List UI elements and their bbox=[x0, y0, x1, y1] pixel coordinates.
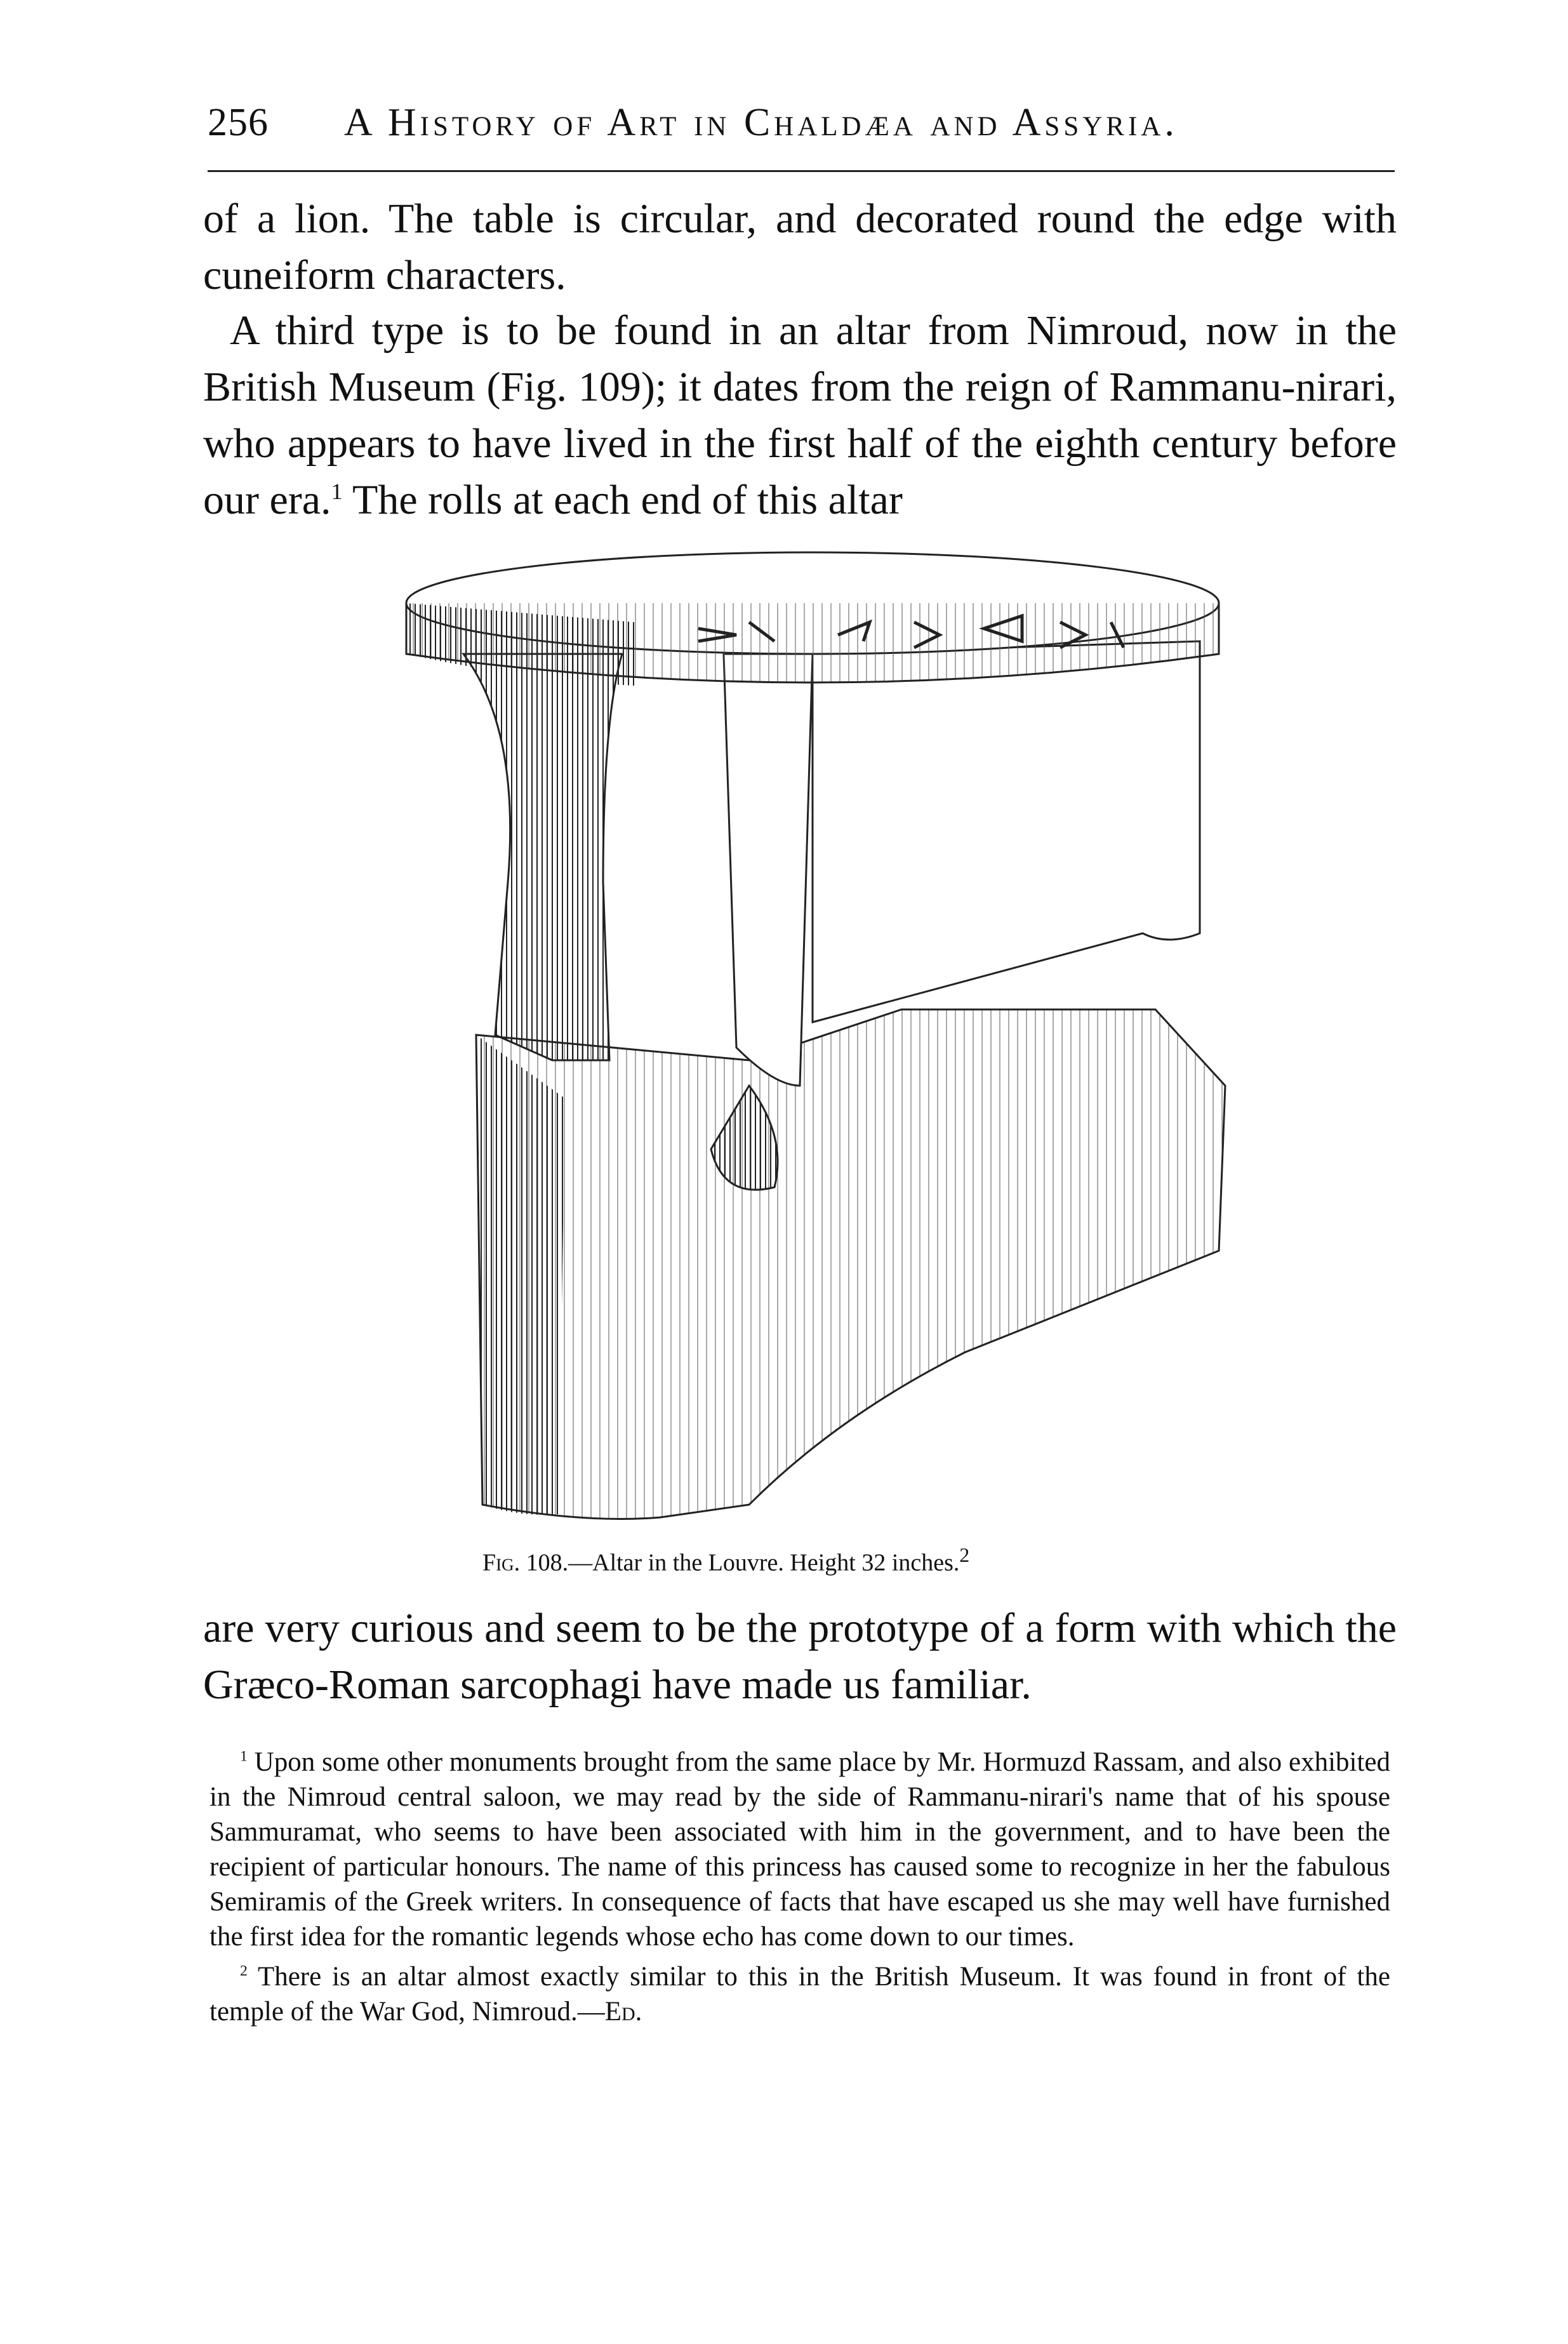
page-header bbox=[208, 89, 1393, 146]
footnote-1-mark: 1 bbox=[240, 1748, 248, 1765]
running-title: A History of Art in Chaldæa and Assyria. bbox=[344, 101, 1178, 144]
body-paragraph-2-tail: The rolls at each end of this altar bbox=[342, 477, 903, 523]
body-paragraph-1: of a lion. The table is circular, and decorated round the edge with cuneiform characters. bbox=[203, 196, 1397, 298]
figure-caption bbox=[482, 1544, 1181, 1577]
footnote-ref-2[interactable]: 2 bbox=[959, 1544, 970, 1566]
footnote-2-mark: 2 bbox=[240, 1962, 248, 1980]
body-paragraph-2-text: A third type is to be found in an altar from Nimroud, now in the British Museum (Fig. 109); it dates from the reign of Rammanu-nirari, who appears to have lived in the first half of the eighth century before our era. bbox=[203, 307, 1397, 523]
page-number: 256 bbox=[208, 101, 269, 144]
header-rule bbox=[208, 170, 1395, 172]
footnote-2 bbox=[209, 1959, 1390, 2029]
figure-caption-label: Fig. 108. bbox=[482, 1549, 569, 1576]
altar-engraving-icon bbox=[394, 527, 1238, 1543]
footnote-ref-1[interactable]: 1 bbox=[331, 479, 343, 504]
footnote-1 bbox=[209, 1745, 1390, 1954]
footnote-2-editor: Ed. bbox=[604, 1997, 642, 2027]
footnote-1-text: Upon some other monuments brought from the same place by Mr. Hormuzd Rassam, and also exhibited in the Nimroud central saloon, we may read by the side of Rammanu-nirari's name that of his spouse Sammuramat, who seems to have been associated with him in the government, and to have been the recipient of particular honours. The name of this princess has caused some to recognize in her the fabulous Semiramis of the Greek writers. In consequence of facts that have escaped us she may well have furnished the first idea for the romantic legends whose echo has come down to our times. bbox=[209, 1747, 1390, 1952]
body-paragraph-3: are very curious and seem to be the prototype of a form with which the Græco-Roman sarcophagi have made us familiar. bbox=[203, 1605, 1397, 1708]
footnote-2-text: There is an altar almost exactly similar to this in the British Museum. It was found in front of the temple of the War God, Nimroud.— bbox=[209, 1962, 1390, 2027]
body-paragraph-2 bbox=[203, 302, 1397, 528]
figure-altar-illustration bbox=[394, 527, 1238, 1543]
figure-caption-text: —Altar in the Louvre. Height 32 inches. bbox=[568, 1549, 960, 1576]
